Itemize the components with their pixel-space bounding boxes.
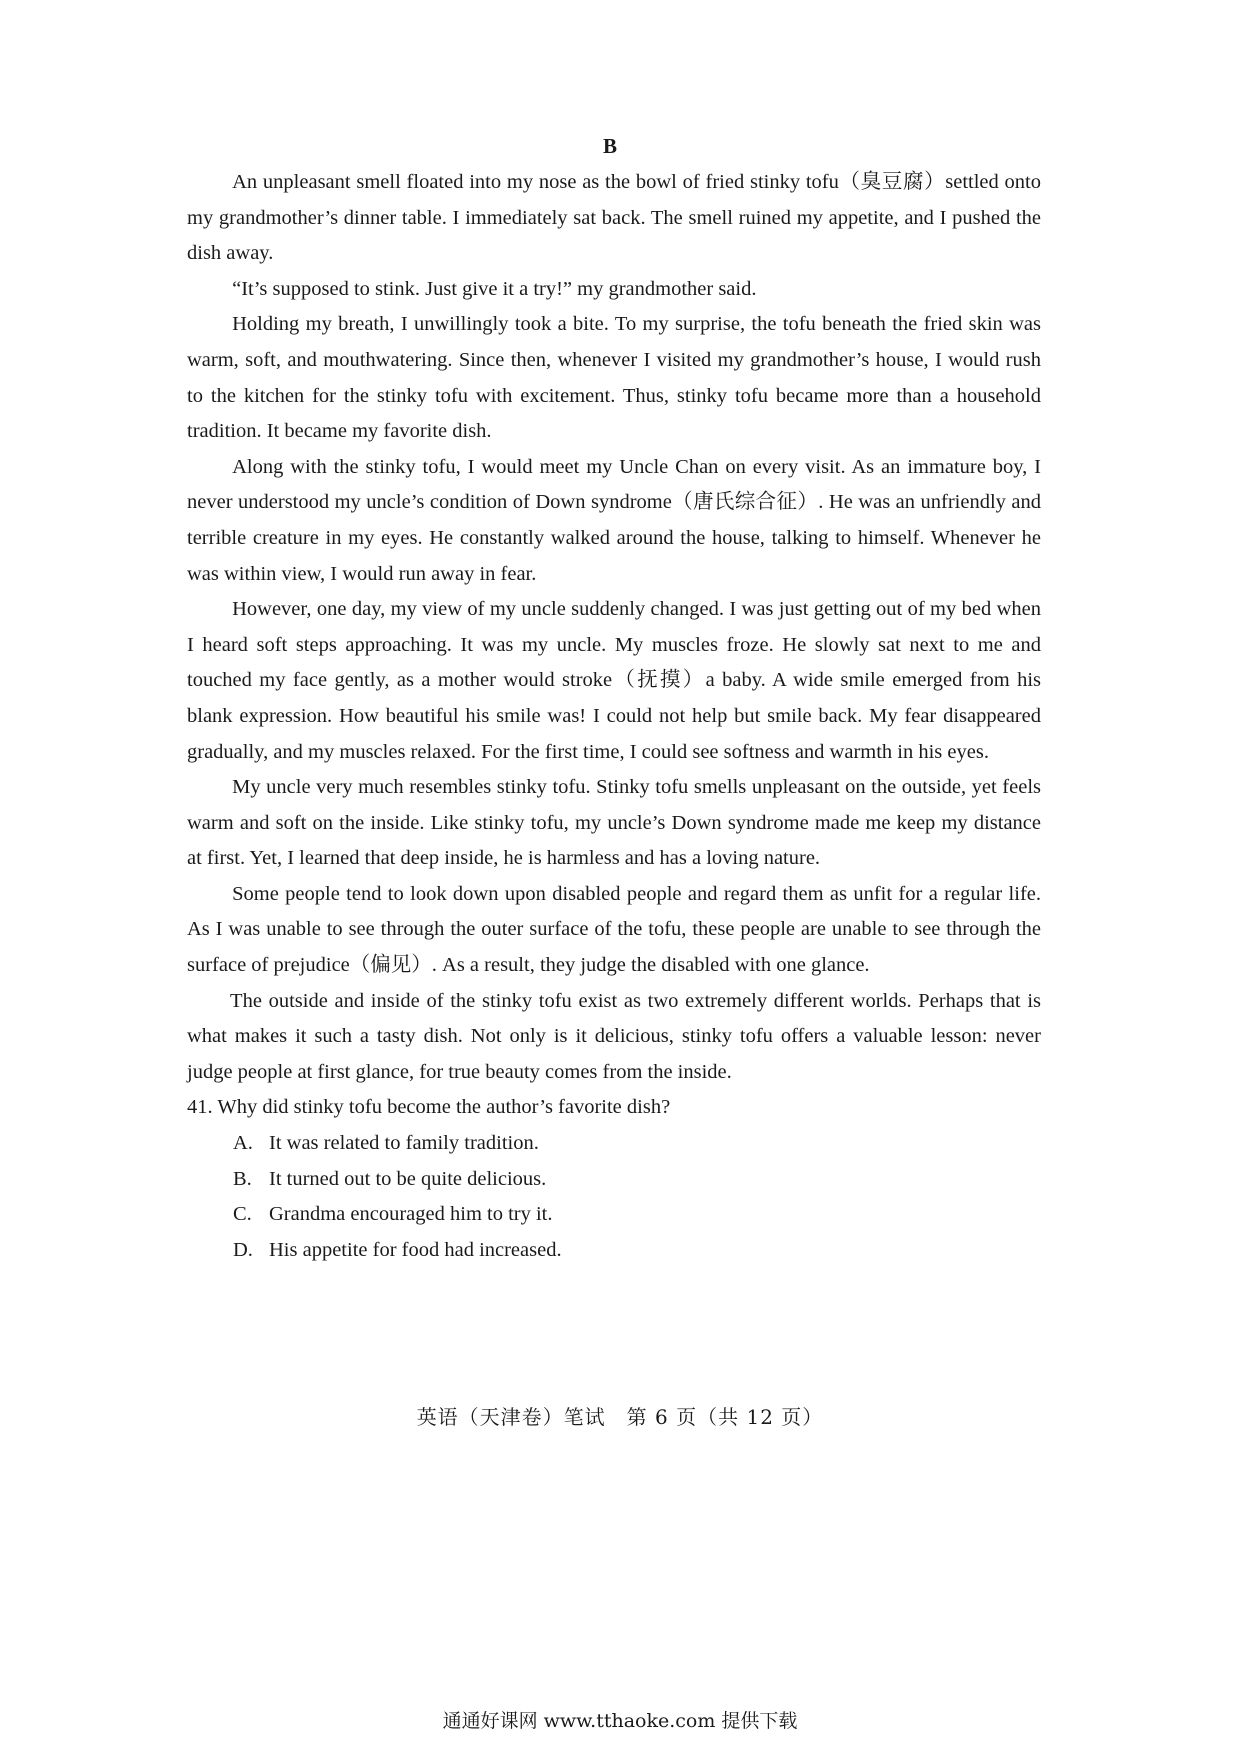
passage-paragraph-8: The outside and inside of the stinky tofu exist as two extremely different worlds. Perhaps that is what makes it such a tasty dish. Not only is it delicious, stinky tofu offers a valuable lesson: never judge people at first glance, for true beauty comes from the inside.	[187, 989, 1041, 1083]
option-b	[187, 1162, 1041, 1198]
passage-paragraph-4: Along with the stinky tofu, I would meet my Uncle Chan on every visit. As an immature boy, I never understood my uncle’s condition of Down syndrome（唐氏综合征）. He was an unfriendly and terrible creature in my eyes. He constantly walked around the house, talking to himself. Whenever he was within view, I would run away in fear.	[187, 455, 1041, 585]
option-text: It turned out to be quite delicious.	[269, 1167, 547, 1190]
question-41	[187, 1090, 1041, 1126]
reading-passage	[187, 165, 1041, 1268]
option-d	[187, 1233, 1041, 1269]
option-letter: D.	[233, 1238, 253, 1261]
option-text: His appetite for food had increased.	[269, 1238, 562, 1261]
passage-paragraph-7: Some people tend to look down upon disabled people and regard them as unfit for a regular life. As I was unable to see through the outer surface of the tofu, these people are unable to see through the surface of prejudice（偏见）. As a result, they judge the disabled with one glance.	[187, 882, 1041, 977]
section-title: B	[602, 134, 617, 158]
passage-paragraph-1: An unpleasant smell floated into my nose as the bowl of fried stinky tofu（臭豆腐）settled onto my grandmother’s dinner table. I immediately sat back. The smell ruined my appetite, and I pushed the dish away.	[187, 171, 1041, 265]
option-letter: B.	[233, 1167, 252, 1190]
option-text: Grandma encouraged him to try it.	[269, 1203, 553, 1226]
option-letter: A.	[233, 1132, 253, 1155]
passage-paragraph-5: However, one day, my view of my uncle suddenly changed. I was just getting out of my bed when I heard soft steps approaching. It was my uncle. My muscles froze. He slowly sat next to me and touched my face gently, as a mother would stroke（抚摸）a baby. A wide smile emerged from his blank expression. How beautiful his smile was! I could not help but smile back. My fear disappeared gradually, and my muscles relaxed. For the first time, I could see softness and warmth in his eyes.	[187, 598, 1041, 763]
page-footer: 英语（天津卷）笔试 第 6 页（共 12 页）	[416, 1405, 824, 1429]
passage-paragraph-2: “It’s supposed to stink. Just give it a try!” my grandmother said.	[232, 277, 757, 300]
question-text: Why did stinky tofu become the author’s favorite dish?	[217, 1096, 671, 1119]
option-a	[187, 1126, 1041, 1162]
option-c	[187, 1197, 1041, 1233]
passage-paragraph-6: My uncle very much resembles stinky tofu. Stinky tofu smells unpleasant on the outside, yet feels warm and soft on the inside. Like stinky tofu, my uncle’s Down syndrome made me keep my distance at first. Yet, I learned that deep inside, he is harmless and has a loving nature.	[187, 776, 1041, 870]
download-watermark: 通通好课网 www.tthaoke.com 提供下载	[442, 1710, 798, 1732]
option-text: It was related to family tradition.	[269, 1132, 539, 1155]
answer-options	[187, 1126, 1041, 1268]
question-number: 41.	[187, 1096, 213, 1119]
option-letter: C.	[233, 1203, 252, 1226]
passage-paragraph-3: Holding my breath, I unwillingly took a bite. To my surprise, the tofu beneath the fried skin was warm, soft, and mouthwatering. Since then, whenever I visited my grandmother’s house, I would rush to the kitchen for the stinky tofu with excitement. Thus, stinky tofu became more than a household tradition. It became my favorite dish.	[187, 313, 1041, 443]
